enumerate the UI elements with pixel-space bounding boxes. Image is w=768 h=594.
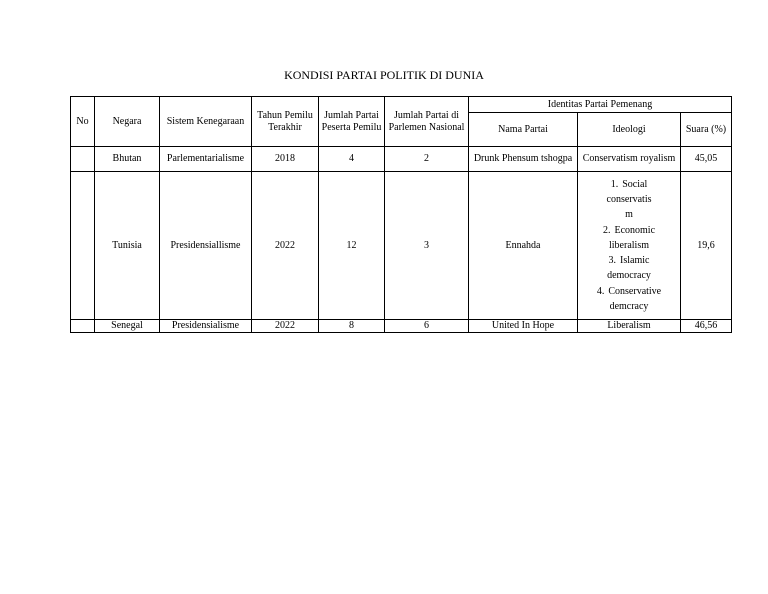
header-no: No [71,97,95,147]
cell-sistem: Presidensialisme [160,320,252,333]
cell-suara: 46,56 [681,320,732,333]
cell-negara: Senegal [95,320,160,333]
list-item: demcracy [609,301,649,313]
ideology-list [580,177,678,315]
cell-suara: 19,6 [681,172,732,320]
cell-tahun: 2022 [252,320,319,333]
cell-peserta: 4 [319,147,385,172]
cell-parlemen: 6 [385,320,469,333]
header-jumlah-peserta: Jumlah Partai Peserta Pemilu [319,97,385,147]
cell-no [71,320,95,333]
header-nama-partai: Nama Partai [469,113,578,147]
cell-no [71,147,95,172]
cell-suara: 45,05 [681,147,732,172]
document-title: KONDISI PARTAI POLITIK DI DUNIA [284,68,484,82]
cell-ideologi: Liberalism [578,320,681,333]
cell-sistem: Presidensiallisme [160,172,252,320]
header-identitas: Identitas Partai Pemenang [469,97,732,113]
cell-partai: Drunk Phensum tshogpa [469,147,578,172]
header-suara: Suara (%) [681,113,732,147]
header-negara: Negara [95,97,160,147]
cell-no [71,172,95,320]
cell-tahun: 2022 [252,172,319,320]
cell-negara: Tunisia [95,172,160,320]
list-item: democracy [607,270,651,282]
cell-partai: Ennahda [469,172,578,320]
cell-tahun: 2018 [252,147,319,172]
list-item: 1. Social [610,178,648,190]
table-row [71,172,732,320]
header-ideologi: Ideologi [578,113,681,147]
list-item: 3. Islamic [608,255,650,267]
header-jumlah-parlemen: Jumlah Partai di Parlemen Nasional [385,97,469,147]
cell-peserta: 12 [319,172,385,320]
list-item: conservatis [606,193,652,205]
cell-parlemen: 2 [385,147,469,172]
cell-ideologi-list [578,172,681,320]
list-item: m [625,209,633,221]
list-item: liberalism [609,239,649,251]
cell-peserta: 8 [319,320,385,333]
cell-negara: Bhutan [95,147,160,172]
table-row [71,147,732,172]
cell-partai: United In Hope [469,320,578,333]
cell-parlemen: 3 [385,172,469,320]
party-table [70,96,732,333]
cell-ideologi: Conservatism royalism [578,147,681,172]
table-row [71,320,732,333]
list-item: 4. Conservative [596,285,662,297]
cell-sistem: Parlementarialisme [160,147,252,172]
header-sistem: Sistem Kenegaraan [160,97,252,147]
header-tahun: Tahun Pemilu Terakhir [252,97,319,147]
list-item: 2. Economic [602,224,656,236]
